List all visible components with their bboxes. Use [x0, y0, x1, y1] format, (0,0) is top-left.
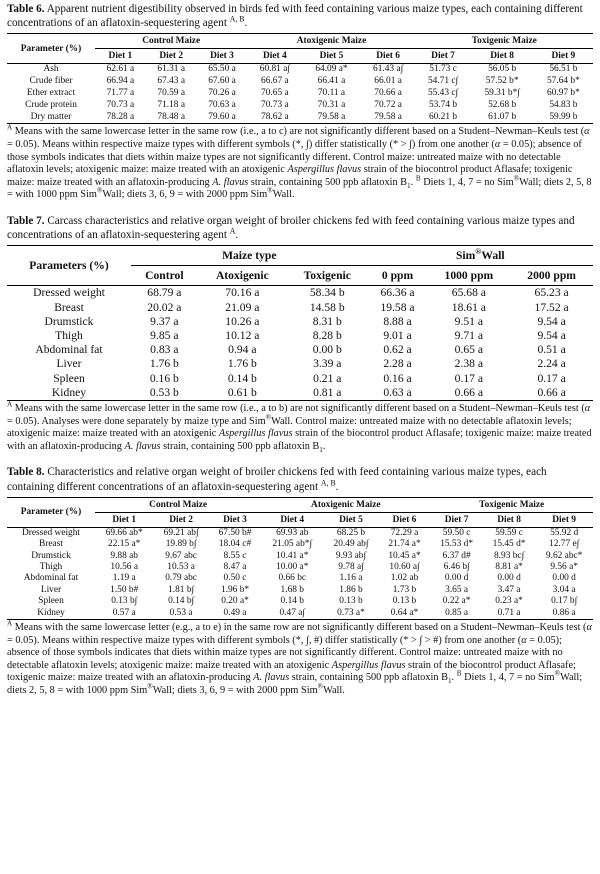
- table8-caption-sup: A, B: [320, 477, 336, 487]
- table7-param-header: Parameters (%): [7, 246, 131, 286]
- table7-row-label: Spleen: [53, 371, 85, 385]
- table7-row: [7, 286, 593, 301]
- table7-cell: 9.85 a: [150, 328, 179, 342]
- table7-row: [7, 372, 593, 386]
- table8-cell: 0.86 a: [552, 607, 576, 618]
- table7-cell: 0.66 a: [537, 385, 566, 399]
- table6-caption-text: Apparent nutrient digestibility observed in birds fed with feed containing various maize types, each containing different concentrations of an aflatoxin-sequestering agent: [7, 3, 583, 30]
- table6-cell: 60.97 b*: [546, 88, 580, 98]
- table7-col-header: Control: [145, 269, 184, 283]
- table8-cell: 0.17 b∫: [551, 596, 578, 607]
- table6-cell: 51.73 c: [429, 64, 457, 75]
- table8-cell: 0.14 b∫: [168, 596, 195, 607]
- table6-col-header: Diet 3: [210, 51, 234, 62]
- table7-cell: 2.38 a: [454, 357, 484, 371]
- table8-cell: 10.53 a: [167, 561, 195, 572]
- table8-cell: 0.73 a*: [337, 607, 365, 618]
- table7-cell: 14.58 b: [309, 300, 345, 314]
- table6-col-header: Diet 5: [319, 51, 344, 62]
- table8-cell: 59.59 c: [495, 527, 523, 538]
- table7-group-maize: Maize type: [131, 246, 368, 266]
- table6-cell: 54.71 c∫: [427, 76, 459, 87]
- table6-caption: [7, 2, 593, 30]
- table6-row: [7, 76, 593, 88]
- table8-cell: 19.89 b∫: [165, 539, 197, 550]
- table6-group-control: Control Maize: [95, 34, 247, 49]
- table7-cell: 9.51 a: [454, 314, 484, 328]
- table6-cell: 67.60 a: [208, 76, 236, 87]
- table7-caption-text: Carcass characteristics and relative organ weight of broiler chickens fed with feed containing various maize types and concentrations of an aflatoxin-sequestering agent: [7, 214, 575, 242]
- table8-cell: 1.16 a: [339, 573, 363, 584]
- table8-cell: 0.57 a: [112, 607, 136, 618]
- document-page: [7, 0, 593, 698]
- table7-cell: 0.83 a: [150, 343, 179, 357]
- table6-footnote: $^A$ Means with the same lowercase letter in the same row (i.e., a to c) are not significantly different based on a Student–Newman–Keuls test (α = 0.05). Means within respective maize types with different symbols (*, ∫) differ statistically (* > ∫) from one another (α = 0.05); absence of those symbols indicates that diets within maize types are not significantly different. Control maize: untreated maize with no detectable aflatoxin levels; atoxigenic maize: maize treated with an atoxigenic Aspergillus flavus strain of the biocontrol product Aflasafe; toxigenic maize: maize treated with an aflatoxin-producing A. flavus strain, containing 500 ppb aflatoxin $B_1$. $^B$ Diets 1, 4, 7 = no Sim®Wall; diets 2, 5, 8 = with 1000 ppm Sim®Wall; diets 3, 6, 9 = with 2000 ppm Sim®Wall.: [7, 123, 592, 201]
- table7-cell: 8.31 b: [312, 314, 342, 328]
- table7-row-label: Dressed weight: [33, 286, 105, 300]
- table6-cell: 71.77 a: [106, 88, 135, 98]
- table6-caption-sup: A, B: [229, 14, 245, 24]
- table8-cell: 3.47 a: [497, 584, 521, 595]
- table7-cell: 0.16 b: [149, 371, 179, 385]
- table6-col-header: Diet 2: [159, 51, 184, 62]
- table7-cell: 0.66 a: [454, 385, 484, 399]
- table8-cell: 0.00 d: [444, 573, 469, 584]
- table8-col-header: Diet 9: [552, 514, 576, 525]
- table7-row: [7, 301, 593, 315]
- table6-cell: 70.66 a: [374, 88, 402, 98]
- table8-row-label: Kidney: [37, 607, 65, 618]
- table8-col-header: Diet 3: [223, 514, 247, 525]
- table6-cell: 78.48 a: [157, 111, 185, 122]
- table7-cell: 65.68 a: [451, 286, 486, 300]
- table8-cell: 0.23 a*: [495, 596, 523, 607]
- table7: [7, 245, 593, 401]
- table6-group-atoxigenic: Atoxigenic Maize: [247, 34, 415, 49]
- table8-cell: 0.13 b∫: [111, 596, 138, 607]
- table8-cell: 1.86 b: [339, 584, 363, 595]
- table8-cell: 9.56 a*: [550, 561, 578, 572]
- table8-row: [7, 527, 593, 539]
- table8-caption-label: Table 8.: [7, 466, 45, 479]
- table8-cell: 0.66 bc: [278, 573, 307, 584]
- table8-caption-end: .: [335, 480, 339, 493]
- table8-cell: 0.00 d: [497, 573, 521, 584]
- table6-cell: 56.51 b: [549, 64, 578, 75]
- table8-row: [7, 551, 593, 562]
- table7-caption: [7, 214, 593, 242]
- table6-cell: 79.58 a: [317, 111, 346, 122]
- table8-row: [7, 539, 593, 550]
- table7-cell: 8.28 b: [312, 328, 342, 342]
- table7-cell: 1.76 b: [149, 357, 179, 371]
- table7-cell: 10.12 a: [225, 328, 260, 342]
- table6-cell: 66.94 a: [106, 76, 135, 87]
- table7-row-label: Thigh: [55, 328, 83, 342]
- table8-cell: 8.81 a*: [495, 561, 523, 572]
- table7-col-header: Atoxigenic: [215, 269, 269, 283]
- table6-cell: 52.68 b: [488, 99, 517, 110]
- table8-cell: 21.74 a*: [388, 539, 421, 550]
- table7-row-label: Kidney: [51, 385, 87, 399]
- table6: [7, 33, 593, 124]
- table6-col-header: Diet 9: [551, 51, 576, 62]
- table7-cell: 0.21 a: [313, 371, 342, 385]
- table6-cell: 70.59 a: [157, 88, 185, 98]
- table8-cell: 0.49 a: [223, 607, 247, 618]
- table6-cell: 59.99 b: [549, 111, 578, 122]
- table6-caption-end: .: [244, 17, 248, 30]
- table8-cell: 9.93 ab∫: [335, 550, 367, 561]
- table6-param-header: Parameter (%): [7, 34, 95, 64]
- table8-col-header: Diet 7: [444, 514, 469, 525]
- table8-cell: 0.22 a*: [442, 596, 471, 607]
- table8-cell: 10.45 a*: [388, 550, 421, 561]
- table7-caption-sup: A: [229, 226, 236, 236]
- table8-row: [7, 573, 593, 584]
- table6-cell: 56.05 b: [488, 64, 517, 75]
- table8-col-header: Diet 2: [169, 514, 193, 525]
- table8-row-label: Abdominal fat: [23, 573, 79, 584]
- table6-cell: 64.09 a*: [315, 64, 348, 75]
- table8-cell: 9.62 abc*: [545, 550, 583, 561]
- table8-cell: 1.50 b#: [110, 584, 139, 595]
- table7-row: [7, 343, 593, 357]
- table6-row: [7, 64, 593, 76]
- table8-cell: 15.53 d*: [440, 539, 473, 550]
- table7-cell: 9.01 a: [383, 328, 412, 342]
- table8-row-label: Thigh: [39, 561, 63, 572]
- table7-row-label: Breast: [54, 300, 84, 314]
- table7-cell: 0.17 a: [537, 371, 566, 385]
- table8-cell: 3.65 a: [445, 584, 469, 595]
- table6-caption-label: Table 6.: [7, 3, 45, 15]
- table7-group-simwall: Sim®Wall: [368, 246, 593, 266]
- table7-cell: 0.17 a: [454, 371, 484, 385]
- table7-cell: 17.52 a: [534, 300, 569, 314]
- table8-cell: 0.71 a: [497, 607, 521, 618]
- table6-row-label: Ash: [43, 64, 59, 75]
- table6-cell: 66.01 a: [374, 76, 402, 87]
- table8-cell: 0.20 a*: [221, 596, 249, 607]
- table7-col-header: 1000 ppm: [444, 269, 494, 283]
- table6-cell: 60.21 b: [428, 111, 458, 122]
- table6-cell: 61.43 a∫: [373, 64, 404, 75]
- table8-row-label: Breast: [39, 539, 63, 550]
- table6-cell: 70.11 a: [317, 88, 346, 98]
- table8-col-header: Diet 4: [280, 514, 305, 525]
- table8-cell: 1.02 ab: [390, 573, 419, 584]
- table8-cell: 8.55 c: [223, 550, 247, 561]
- table7-cell: 66.36 a: [380, 286, 415, 300]
- table6-cell: 66.67 a: [261, 76, 289, 87]
- table8-row-label: Dressed weight: [21, 527, 81, 538]
- table7-cell: 9.54 a: [537, 314, 566, 328]
- table7-cell: 0.62 a: [383, 343, 412, 357]
- table8-cell: 68.25 b: [336, 527, 366, 538]
- table7-cell: 0.14 b: [227, 371, 257, 385]
- table8-col-header: Diet 1: [112, 514, 137, 525]
- table8-caption: [7, 465, 593, 493]
- table6-row-label: Dry matter: [30, 111, 72, 122]
- table8-col-header: Diet 8: [497, 514, 521, 525]
- table6-cell: 57.52 b*: [485, 76, 519, 87]
- table8-cell: 10.60 a∫: [389, 561, 420, 572]
- table8-cell: 1.73 b: [392, 584, 417, 595]
- table6-row: [7, 112, 593, 124]
- table6-cell: 60.81 a∫: [259, 64, 290, 75]
- table7-cell: 3.39 a: [313, 357, 342, 371]
- table6-cell: 70.63 a: [208, 99, 236, 110]
- table8-cell: 9.88 ab: [110, 550, 138, 561]
- table8: [7, 497, 593, 620]
- table6-cell: 79.58 a: [374, 111, 402, 122]
- table7-row-label: Drumstick: [44, 314, 94, 328]
- table8-cell: 18.04 c#: [218, 539, 252, 550]
- table7-col-header: 2000 ppm: [527, 269, 576, 283]
- table8-param-header: Parameter (%): [7, 497, 95, 527]
- table7-cell: 10.26 a: [225, 314, 260, 328]
- table7-row-label: Liver: [56, 357, 82, 371]
- table6-cell: 70.73 a: [106, 99, 135, 110]
- table8-cell: 8.47 a: [223, 561, 247, 572]
- table8-cell: 67.50 b#: [218, 527, 252, 538]
- table6-row-label: Crude protein: [25, 99, 77, 110]
- table8-cell: 10.00 a*: [276, 561, 309, 572]
- table8-cell: 0.85 a: [445, 607, 469, 618]
- table7-cell: 0.63 a: [383, 385, 412, 399]
- table6-cell: 59.31 b*∫: [484, 88, 520, 98]
- table7-footnote: $^A$ Means with the same lowercase letter in the same row (i.e., a to b) are not significantly different based on a Student–Newman–Keuls test (α = 0.05). Analyses were done separately by maize type and Sim®Wall. Control maize: untreated maize with no detectable aflatoxin levels; atoxigenic maize: maize treated with an atoxigenic Aspergillus flavus strain of the biocontrol product Aflasafe; toxigenic maize: maize treated with an aflatoxin-producing A. flavus strain, containing 500 ppb aflatoxin $B_1$.: [7, 400, 592, 454]
- table7-row: [7, 315, 593, 329]
- table7-cell: 2.24 a: [537, 357, 566, 371]
- table7-cell: 21.09 a: [225, 300, 260, 314]
- table6-group-toxigenic: Toxigenic Maize: [416, 34, 593, 49]
- table6-col-header: Diet 8: [490, 51, 514, 62]
- table8-col-header: Diet 6: [392, 514, 417, 525]
- table6-cell: 70.72 a: [374, 99, 402, 110]
- table8-cell: 21.05 ab*∫: [272, 539, 313, 550]
- table8-row: [7, 585, 593, 596]
- table7-cell: 58.34 b: [309, 286, 345, 300]
- table8-cell: 22.15 a*: [108, 539, 141, 550]
- table7-cell: 18.61 a: [451, 300, 486, 314]
- table6-cell: 70.31 a: [317, 99, 346, 110]
- table7-row-label: Abdominal fat: [35, 343, 103, 357]
- table6-cell: 78.62 a: [261, 111, 289, 122]
- table6-cell: 71.18 a: [157, 99, 185, 110]
- table6-cell: 55.43 c∫: [427, 88, 459, 98]
- table6-row-label: Crude fiber: [29, 76, 73, 87]
- table8-cell: 55.92 d: [550, 527, 579, 538]
- table7-caption-end: .: [235, 229, 239, 242]
- table8-cell: 0.47 a∫: [279, 607, 305, 618]
- table7-cell: 70.16 a: [225, 286, 260, 300]
- table8-cell: 59.50 c: [442, 527, 471, 538]
- table8-row: [7, 596, 593, 607]
- table8-cell: 1.81 b∫: [168, 584, 195, 595]
- table6-cell: 66.41 a: [317, 76, 346, 87]
- table8-cell: 6.37 d#: [442, 550, 471, 561]
- table8-row-label: Liver: [40, 584, 62, 595]
- table7-cell: 1.76 b: [227, 357, 257, 371]
- table8-row-label: Spleen: [38, 596, 64, 607]
- table6-cell: 79.60 a: [208, 111, 236, 122]
- table6-col-header: Diet 7: [431, 51, 455, 62]
- table8-cell: 12.77 e∫: [549, 539, 580, 550]
- table8-cell: 69.93 ab: [276, 527, 309, 538]
- table6-cell: 78.28 a: [106, 111, 135, 122]
- table8-cell: 3.04 a: [552, 584, 576, 595]
- table8-cell: 69.21 ab∫: [163, 527, 199, 538]
- table6-col-header: Diet 6: [376, 51, 400, 62]
- table6-cell: 54.83 b: [549, 99, 578, 110]
- table8-cell: 9.67 abc: [165, 550, 197, 561]
- table7-cell: 65.23 a: [534, 286, 569, 300]
- table8-cell: 10.56 a: [110, 561, 138, 572]
- table7-cell: 68.79 a: [147, 286, 182, 300]
- table6-cell: 67.43 a: [157, 76, 185, 87]
- table8-cell: 1.68 b: [280, 584, 304, 595]
- table7-cell: 0.51 a: [537, 343, 566, 357]
- table6-col-header: Diet 4: [263, 51, 287, 62]
- table6-cell: 57.64 b*: [546, 76, 580, 87]
- table6-row: [7, 100, 593, 112]
- table8-group-control: Control Maize: [95, 497, 261, 512]
- table8-cell: 0.14 b: [280, 596, 304, 607]
- table6-row-label: Ether extract: [26, 88, 76, 98]
- table7-cell: 2.28 a: [383, 357, 412, 371]
- table7-cell: 9.71 a: [454, 328, 484, 342]
- table7-row: [7, 386, 593, 401]
- table7-cell: 20.02 a: [147, 300, 182, 314]
- table8-cell: 0.53 a: [169, 607, 193, 618]
- table8-cell: 0.50 c: [223, 573, 247, 584]
- table8-col-header: Diet 5: [339, 514, 363, 525]
- table8-cell: 0.79 abc: [165, 573, 197, 584]
- table6-cell: 53.74 b: [428, 99, 458, 110]
- table8-footnote: $^A$ Means with the same lowercase letter (e.g., a to e) in the same row are not significantly different based on a Student–Newman–Keuls test (α = 0.05). Means within respective maize types with different symbols (*, ∫, #) differ statistically (* > ∫ > #) from one another (α = 0.05); absence of those symbols indicates that diets within maize types are not significantly different. Control maize: untreated maize with no detectable aflatoxin levels; atoxigenic maize: maize treated with an atoxigenic Aspergillus flavus strain of the biocontrol product Aflasafe; toxigenic maize: maize treated with an aflatoxin-producing A. flavus strain, containing 500 ppb aflatoxin $B_1$. $^B$ Diets 1, 4, 7 = no Sim®Wall; diets 2, 5, 8 = with 1000 ppm Sim®Wall; diets 3, 6, 9 = with 2000 ppm Sim®Wall.: [7, 619, 592, 696]
- table7-cell: 0.94 a: [228, 343, 257, 357]
- table7-col-header: 0 ppm: [381, 269, 414, 283]
- table6-cell: 70.65 a: [261, 88, 289, 98]
- table8-cell: 0.13 b: [339, 596, 363, 607]
- table8-cell: 72.29 a: [390, 527, 419, 538]
- table6-cell: 70.26 a: [208, 88, 236, 98]
- table6-cell: 61.07 b: [488, 111, 517, 122]
- table7-row: [7, 329, 593, 343]
- table7-cell: 9.37 a: [150, 314, 179, 328]
- table7-cell: 0.81 a: [313, 385, 342, 399]
- table8-cell: 0.64 a*: [390, 607, 419, 618]
- table8-cell: 1.19 a: [112, 573, 136, 584]
- table8-cell: 9.78 a∫: [338, 561, 364, 572]
- table7-cell: 0.53 b: [149, 385, 179, 399]
- table6-cell: 65.50 a: [208, 64, 236, 75]
- table8-row-label: Drumstick: [31, 550, 71, 561]
- table6-cell: 62.61 a: [106, 64, 135, 75]
- table8-cell: 20.49 ab∫: [333, 539, 369, 550]
- table8-cell: 10.41 a*: [276, 550, 309, 561]
- table8-cell: 15.45 d*: [492, 539, 526, 550]
- table7-cell: 0.00 b: [312, 343, 342, 357]
- table6-cell: 70.73 a: [261, 99, 289, 110]
- table6-cell: 61.31 a: [157, 64, 185, 75]
- table8-cell: 8.93 bc∫: [493, 550, 525, 561]
- table8-cell: 1.96 b*: [220, 584, 250, 595]
- table7-col-header: Toxigenic: [303, 269, 351, 283]
- table7-cell: 0.61 b: [227, 385, 257, 399]
- table7-cell: 19.58 a: [380, 300, 415, 314]
- table8-caption-text: Characteristics and relative organ weight of broiler chickens fed with feed containing various maize types, each containing different concentrations of an aflatoxin-sequestering agent: [7, 466, 547, 493]
- table8-cell: 69.66 ab*: [105, 527, 143, 538]
- table8-group-toxigenic: Toxigenic Maize: [430, 497, 593, 512]
- table8-cell: 0.13 b: [392, 596, 417, 607]
- table8-cell: 6.46 b∫: [443, 561, 470, 572]
- table7-cell: 9.54 a: [537, 328, 566, 342]
- table8-cell: 0.00 d: [552, 573, 576, 584]
- table8-group-atoxigenic: Atoxigenic Maize: [261, 497, 430, 512]
- table6-row: [7, 88, 593, 100]
- table6-col-header: Diet 1: [108, 51, 133, 62]
- table7-cell: 0.65 a: [454, 343, 484, 357]
- table7-cell: 0.16 a: [383, 371, 412, 385]
- table8-row: [7, 608, 593, 620]
- table7-row: [7, 357, 593, 371]
- table7-caption-label: Table 7.: [7, 214, 45, 227]
- table7-cell: 8.88 a: [383, 314, 412, 328]
- table8-row: [7, 562, 593, 573]
